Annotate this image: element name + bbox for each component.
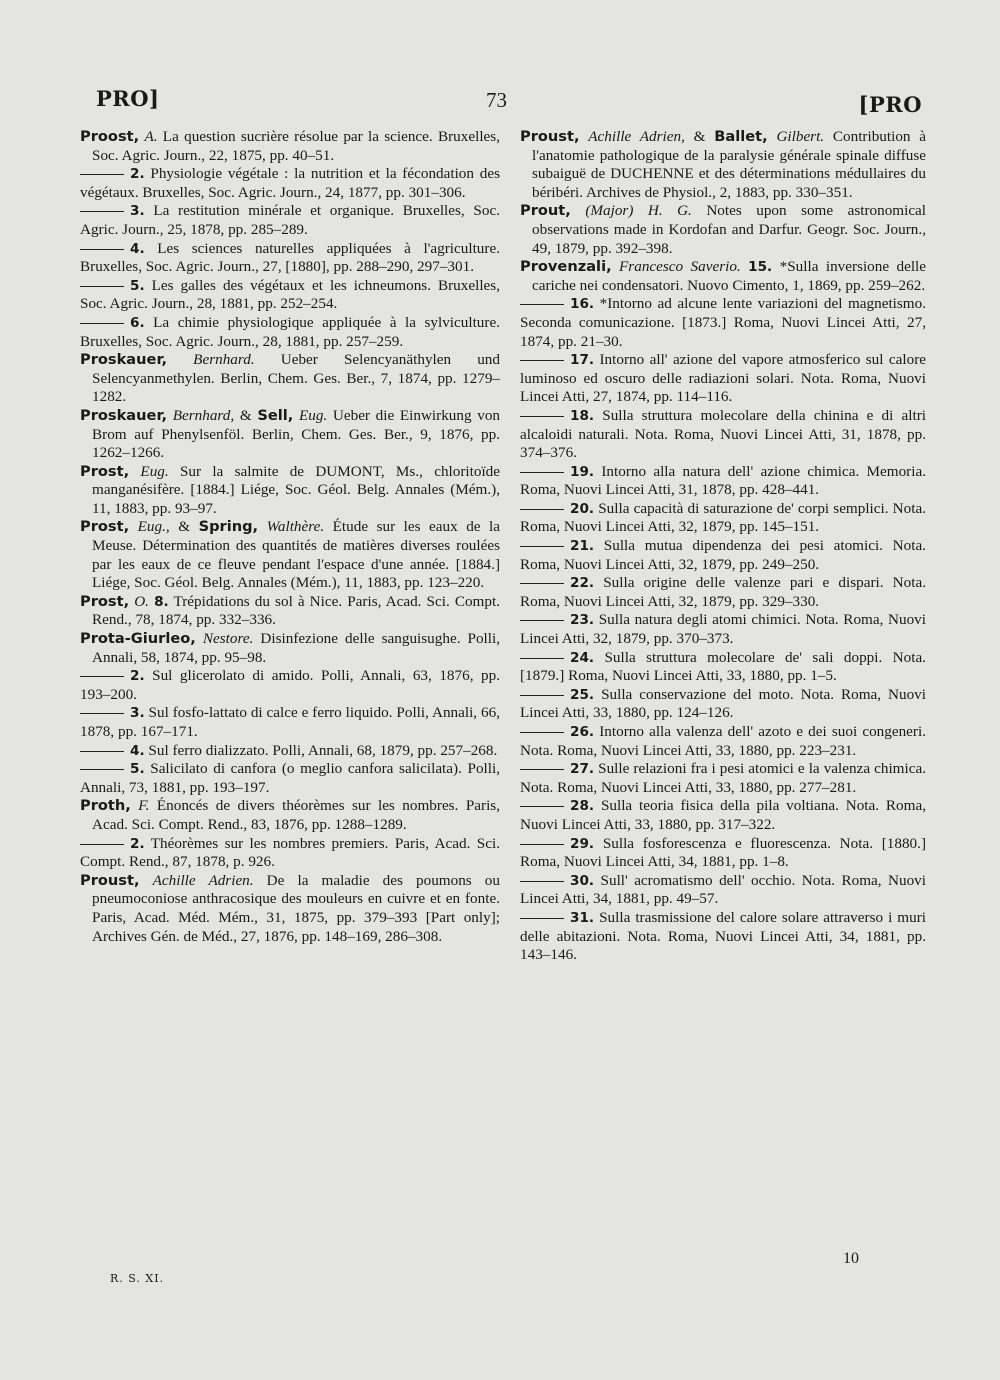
author-name: Proth, [80,797,131,815]
author-name: Prost, [80,592,130,610]
entry-number: 31. [570,909,595,926]
header-left-catchword: PRO] [96,86,160,111]
entry-text: Intorno all' azione del vapore atmosferico sul calore luminoso ed oscuro delle radiazioni solari. Nota. Roma, Nuovi Lincei Atti, 27, 1874, pp. 114–116. [520,351,926,406]
entry-text: Énoncés de divers théorèmes sur les nombres. Paris, Acad. Sci. Compt. Rend., 83, 1876, pp. 1288–1289. [92,797,501,833]
author-given-name: A. [144,128,158,145]
ditto-dash [80,676,124,677]
entry-text: De la maladie des poumons ou pneumoconiose anthracosique des mouleurs en cuivre et en fonte. Paris, Acad. Méd. Mém., 31, 1875, pp. 379–393 [Part only]; Archives Gén. de Méd., 27, 1876, pp. 148–169, 286–308. [92,871,500,945]
ditto-dash [80,174,124,175]
bibliography-entry [520,686,926,723]
ditto-dash [520,509,564,510]
ditto-dash [520,620,564,621]
entry-number: 23. [570,612,595,629]
entry-number: 20. [570,500,595,517]
ditto-dash [520,769,564,770]
ditto-dash [80,844,124,845]
author-given-name: (Major) H. G. [585,202,692,220]
entry-number: 21. [570,538,595,555]
ditto-dash [80,286,124,287]
author-name: Proskauer, [80,351,168,369]
entry-text: Intorno alla valenza dell' azoto e dei suoi congeneri. Nota. Roma, Nuovi Lincei Atti, 33, 1880, pp. 223–231. [520,723,926,759]
bibliography-entry [520,407,926,463]
entry-number: 6. [130,314,145,331]
ditto-dash [520,472,564,473]
author-name: Proust, [520,128,580,145]
bibliography-entry [520,351,926,407]
entry-number: 5. [130,761,145,778]
bibliography-entry [80,760,500,797]
ditto-dash [80,769,124,770]
ditto-dash [80,323,124,324]
entry-text: Sulla teoria fisica della pila voltiana. Nota. Roma, Nuovi Lincei Atti, 33, 1880, pp. 317–322. [520,797,926,833]
entry-number: 18. [570,407,595,424]
ditto-dash [520,546,564,547]
author-name: Prost, [80,518,130,536]
coauthor-given-name: Eug. [298,406,328,424]
author-given-name: Nestore. [202,630,254,648]
author-given-name: F. [138,797,150,815]
entry-number: 22. [570,575,595,592]
bibliography-entry [520,295,926,351]
entry-number: 8. [154,593,169,610]
ditto-dash [520,695,564,696]
entry-text: Étude sur les eaux de la Meuse. Détermination des quantités de matières diverses roulées par les eaux de ce fleuve pendant l'espace d'une année. [1884.] Liége, Soc. Géol. Belg. Annales (Mém.), 11, 1883, pp. 123–220. [92,518,501,592]
entry-number: 17. [570,352,595,369]
bibliography-entry [520,835,926,872]
entry-text: La chimie physiologique appliquée à la sylviculture. Bruxelles, Soc. Agric. Journ., 28, 1881, pp. 257–259. [80,313,500,350]
entry-text: Sulla struttura molecolare de' sali doppi. Nota. [1879.] Roma, Nuovi Lincei Atti, 33, 1880, pp. 1–5. [520,648,926,685]
right-column [520,128,926,965]
coauthor-given-name: Gilbert. [776,128,825,145]
author-given-name: Bernhard. [193,351,255,369]
entry-text: Sulle relazioni fra i pesi atomici e la valenza chimica. Nota. Roma, Nuovi Lincei Atti, 33, 1880, pp. 277–281. [520,760,926,796]
entry-text: Sulla trasmissione del calore solare attraverso i muri delle abitazioni. Nota. Roma, Nuovi Lincei Atti, 34, 1881, pp. 143–146. [520,908,926,964]
entry-text: Salicilato di canfora (o meglio canfora salicilata). Polli, Annali, 73, 1881, pp. 193–197. [80,760,500,796]
running-header [0,86,1000,126]
entry-text: Sulla conservazione del moto. Nota. Roma, Nuovi Lincei Atti, 33, 1880, pp. 124–126. [520,685,926,722]
entry-text: Ueber die Einwirkung von Brom auf Phenylsenföl. Berlin, Chem. Ges. Ber., 9, 1876, pp. 1262–1266. [92,406,501,462]
entry-number: 30. [570,872,595,889]
entry-text: Les sciences naturelles appliquées à l'agriculture. Bruxelles, Soc. Agric. Journ., 27, [1880], pp. 288–290, 297–301. [80,239,500,276]
entry-number: 2. [130,166,145,183]
ditto-dash [520,658,564,659]
entry-number: 19. [570,463,595,480]
ditto-dash [520,583,564,584]
author-given-name: Bernhard, [172,406,235,424]
entry-number: 26. [570,724,595,740]
page-number: 73 [486,88,507,112]
bibliography-entry [80,835,500,872]
entry-text: Trépidations du sol à Nice. Paris, Acad. Sci. Compt. Rend., 78, 1874, pp. 332–336. [92,592,500,629]
bibliography-entry [80,463,500,519]
author-name: Proost, [80,128,140,145]
ditto-dash [520,806,564,807]
author-given-name: Eug. [140,462,169,480]
bibliography-entry [520,760,926,797]
header-right-catchword: [PRO [858,92,922,117]
entry-text: Sul fosfo-lattato di calce e ferro liquido. Polli, Annali, 66, 1878, pp. 167–171. [80,704,500,740]
entry-text: Disinfezione delle sanguisughe. Polli, Annali, 58, 1874, pp. 95–98. [92,630,501,666]
author-given-name: Eug., [137,518,170,536]
author-given-name: Achille Adrien, [588,128,685,145]
entry-number: 27. [570,761,595,778]
bibliography-entry [80,314,500,351]
bibliography-entry [80,128,500,165]
ditto-dash [520,844,564,845]
entry-number: 15. [748,259,773,276]
bibliography-entry: Proskauer, Bernhard, & Sell, Eug. Ueber die Einwirkung von Brom auf Phenylsenföl. Berlin, Chem. Ges. Ber., 9, 1876, pp. 1262–1266. [80,406,501,462]
ditto-dash [80,713,124,714]
coauthor-name: Sell, [257,406,294,424]
entry-text: Sull' acromatismo dell' occhio. Nota. Roma, Nuovi Lincei Atti, 34, 1881, pp. 49–57. [520,871,926,908]
entry-text: Sul ferro dializzato. Polli, Annali, 68, 1879, pp. 257–268. [144,741,498,759]
ditto-dash [520,918,564,919]
bibliography-entry [80,797,500,834]
entry-text: Sulla mutua dipendenza dei pesi atomici. Nota. Roma, Nuovi Lincei Atti, 32, 1879, pp. 249–250. [520,537,926,573]
bibliography-entry [80,277,500,314]
entry-text: Notes upon some astronomical observations made in Kordofan and Darfur. Geogr. Soc. Journ., 49, 1879, pp. 392–398. [532,202,927,257]
entry-text: La question sucrière résolue par la science. Bruxelles, Soc. Agric. Journ., 22, 1875, pp. 40–51. [92,128,500,164]
coauthor-name: Spring, [198,518,259,536]
bibliography-entry: Proust, Achille Adrien, & Ballet, Gilbert. Contribution à l'anatomie pathologique de la paralysie générale spinale diffuse subaiguë de DUCHENNE et des déterminations médullaires du béribéri. Archives de Physiol., 2, 1883, pp. 330–351. [520,128,927,201]
signature-mark: R. S. XI. [110,1272,165,1285]
author-name: Prout, [520,202,571,220]
entry-number: 25. [570,686,595,703]
bibliography-entry [520,537,926,574]
entry-text: Sulla capacità di saturazione de' corpi semplici. Nota. Roma, Nuovi Lincei Atti, 32, 1879, pp. 145–151. [520,499,926,536]
coauthor-name: Ballet, [714,128,768,145]
bibliography-entry [80,667,500,704]
entry-text: *Intorno ad alcune lente variazioni del magnetismo. Seconda comunicazione. [1873.] Roma, Nuovi Lincei Atti, 27, 1874, pp. 21–30. [520,295,926,350]
entry-text: Les galles des végétaux et les ichneumons. Bruxelles, Soc. Agric. Journ., 28, 1881, pp. 252–254. [80,276,500,313]
entry-number: 5. [130,277,145,294]
bibliography-entry [80,165,500,202]
author-name: Prota-Giurleo, [80,630,196,648]
sheet-number: 10 [843,1250,859,1267]
ditto-dash [80,249,124,250]
entry-text: Sulla fosforescenza e fluorescenza. Nota. [1880.] Roma, Nuovi Lincei Atti, 34, 1881, pp. 1–8. [520,834,926,871]
bibliography-entry [520,202,926,258]
entry-number: 28. [570,798,595,815]
bibliography-entry [520,574,926,611]
ditto-dash [520,304,564,305]
bibliography-entry [520,872,926,909]
bibliography-entry [520,649,926,686]
ditto-dash [520,881,564,882]
bibliography-entry [80,742,500,761]
entry-text: Ueber Selencyanäthylen und Selencyanmethylen. Berlin, Chem. Ges. Ber., 7, 1874, pp. 1279–1282. [92,351,500,406]
ditto-dash [80,751,124,752]
entry-number: 3. [130,705,145,722]
bibliography-entry [520,258,926,295]
entry-text: Sulla natura degli atomi chimici. Nota. Roma, Nuovi Lincei Atti, 32, 1879, pp. 370–373. [520,611,926,648]
entry-text: Sul glicerolato di amido. Polli, Annali, 63, 1876, pp. 193–200. [80,667,500,703]
ditto-dash [520,416,564,417]
bibliography-entry [80,872,500,946]
bibliography-entry [80,630,500,667]
entry-number: 24. [570,649,595,666]
bibliography-entry [520,500,926,537]
bibliography-entry [80,202,500,239]
author-given-name: O. [134,592,149,610]
ditto-dash [520,360,564,361]
entry-number: 2. [130,668,145,685]
entry-number: 2. [130,835,145,852]
entry-text: Contribution à l'anatomie pathologique de la paralysie générale spinale diffuse subaiguë de DUCHENNE et des déterminations médullaires du béribéri. Archives de Physiol., 2, 1883, pp. 330–351. [532,128,927,201]
entry-number: 4. [130,742,145,759]
entry-text: Sur la salmite de DUMONT, Ms., chloritoïde manganésifère. [1884.] Liége, Soc. Géol. Belg. Annales (Mém.), 11, 1883, pp. 93–97. [92,462,501,517]
entry-number: 4. [130,240,145,257]
bibliography-entry [80,240,500,277]
entry-text: Théorèmes sur les nombres premiers. Paris, Acad. Sci. Compt. Rend., 87, 1878, p. 926. [80,834,500,871]
author-name: Provenzali, [520,258,612,276]
bibliography-entry [80,351,500,407]
bibliography-entry [520,723,926,760]
entry-number: 3. [130,203,145,220]
author-name: Proskauer, [80,406,168,424]
coauthor-given-name: Walthère. [266,518,325,536]
bibliography-entry [80,593,500,630]
bibliography-entry [520,463,926,500]
author-given-name: Achille Adrien. [152,871,254,889]
entry-text: La restitution minérale et organique. Bruxelles, Soc. Agric. Journ., 25, 1878, pp. 285–289. [80,202,500,238]
entry-text: Physiologie végétale : la nutrition et la fécondation des végétaux. Bruxelles, Soc. Agric. Journ., 24, 1877, pp. 301–306. [80,165,500,201]
entry-text: Sulla struttura molecolare della chinina e di altri alcaloidi naturali. Nota. Roma, Nuovi Lincei Atti, 31, 1878, pp. 374–376. [520,406,926,462]
entry-number: 29. [570,835,595,852]
ditto-dash [520,732,564,733]
entry-text: Sulla origine delle valenze pari e dispari. Nota. Roma, Nuovi Lincei Atti, 32, 1879, pp. 329–330. [520,574,926,610]
bibliography-entry [520,909,926,965]
ditto-dash [80,211,124,212]
bibliography-entry [520,797,926,834]
entry-number: 16. [570,296,595,313]
author-name: Proust, [80,871,140,889]
author-given-name: Francesco Saverio. [619,258,741,276]
bibliography-entry: Prost, Eug., & Spring, Walthère. Étude sur les eaux de la Meuse. Détermination des quantités de matières diverses roulées par les eaux de ce fleuve pendant l'espace d'une année. [1884.] Liége, Soc. Géol. Belg. Annales (Mém.), 11, 1883, pp. 123–220. [80,518,501,592]
bibliography-entry [80,704,500,741]
entry-text: *Sulla inversione delle cariche nei condensatori. Nuovo Cimento, 1, 1869, pp. 259–262. [532,258,927,294]
entry-text: Intorno alla natura dell' azione chimica. Memoria. Roma, Nuovi Lincei Atti, 31, 1878, pp. 428–441. [520,462,926,499]
left-column [80,128,500,946]
author-name: Prost, [80,462,130,480]
bibliography-entry [520,611,926,648]
